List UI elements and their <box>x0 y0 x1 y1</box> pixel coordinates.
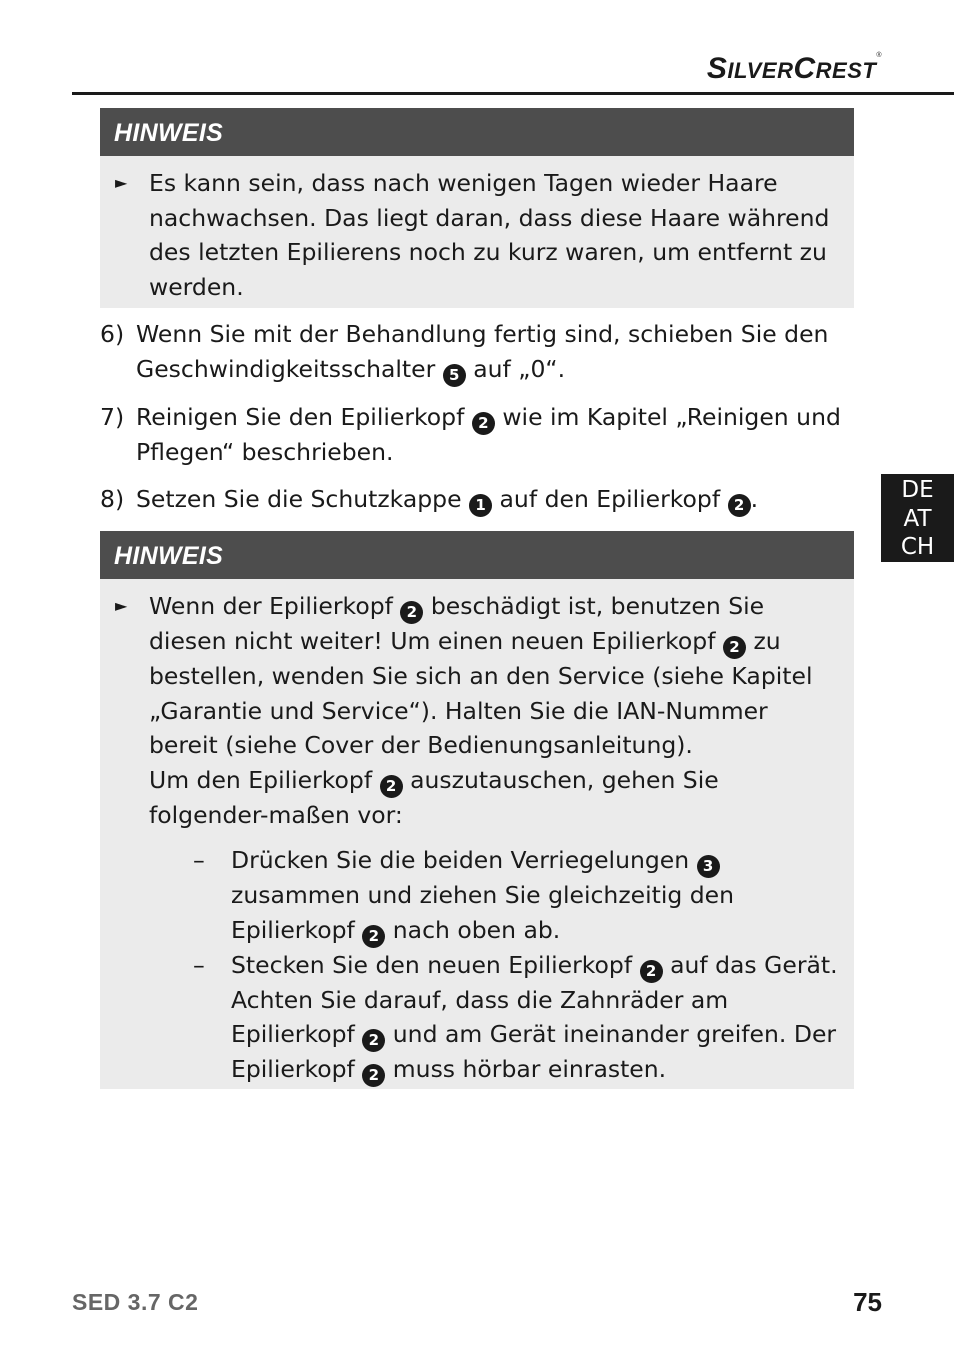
note-text: Um den Epilierkopf <box>149 766 373 795</box>
step-number: 7) <box>100 402 125 431</box>
part-ref-badge: 2 <box>362 1029 385 1052</box>
note-title: HINWEIS <box>100 531 854 579</box>
part-ref-badge: 2 <box>640 960 663 983</box>
part-ref-badge: 2 <box>362 1064 385 1087</box>
note-body <box>100 579 854 1095</box>
lang-de: DE <box>901 477 934 503</box>
step-text: Wenn Sie mit der Behandlung fertig sind, schieben Sie den Geschwindigkeitsschalter <box>136 320 829 383</box>
step-text: wie im Kapitel „Reinigen und Pflegen“ beschrieben. <box>136 402 841 466</box>
step-7 <box>100 400 860 470</box>
step-8 <box>100 482 860 517</box>
note-paragraph <box>149 589 840 763</box>
part-ref-badge: 2 <box>400 601 423 624</box>
note-title: HINWEIS <box>100 108 854 156</box>
note-box-2 <box>100 531 854 1089</box>
page-number: 75 <box>853 1287 882 1317</box>
lang-at: AT <box>903 505 932 532</box>
part-ref-badge: 1 <box>469 494 492 517</box>
header-rule <box>72 92 954 95</box>
step-6 <box>100 317 860 387</box>
note-text: und am Gerät ineinander greifen. Der Epilierkopf <box>231 1020 837 1084</box>
note-text: muss hörbar einrasten. <box>392 1055 667 1084</box>
dash-item-1 <box>193 843 840 948</box>
note-text: beschädigt ist, benutzen Sie diesen nicht weiter! Um einen neuen Epilierkopf <box>149 592 765 655</box>
language-tab <box>881 474 954 562</box>
note-text: Drücken Sie die beiden Verriegelungen <box>231 845 690 874</box>
part-ref-badge: 5 <box>443 364 466 387</box>
note-text: auszutauschen, gehen Sie folgender-maßen vor: <box>149 766 719 830</box>
dash-item-2 <box>193 948 840 1088</box>
note-text: Es kann sein, dass nach wenigen Tagen wieder Haare nachwachsen. Das liegt daran, dass diese Haare während des letzten Epilierens noch zu kurz waren, um entfernt zu werden. <box>149 169 830 302</box>
part-ref-badge: 2 <box>380 775 403 798</box>
step-text: Reinigen Sie den Epilierkopf <box>136 402 465 431</box>
arrow-bullet-icon: ► <box>115 596 128 615</box>
note-text: Wenn der Epilierkopf <box>149 592 393 620</box>
part-ref-badge: 3 <box>697 855 720 878</box>
step-text: auf den Epilierkopf <box>499 485 721 514</box>
brand-logo: SILVERCREST® <box>706 52 882 85</box>
note-text: zu bestellen, wenden Sie sich an den Service (siehe Kapitel „Garantie und Service“). Halten Sie die IAN-Nummer bereit (siehe Cover der Bedienungsanleitung). <box>149 627 813 760</box>
note-body <box>100 156 854 313</box>
dash-bullet: – <box>193 845 205 874</box>
note-box-1 <box>100 108 854 308</box>
part-ref-badge: 2 <box>362 925 385 948</box>
step-text: Setzen Sie die Schutzkappe <box>136 485 462 514</box>
step-list <box>100 317 860 517</box>
note-text: Stecken Sie den neuen Epilierkopf <box>231 950 633 979</box>
dash-bullet: – <box>193 950 205 979</box>
arrow-bullet-icon: ► <box>115 173 128 192</box>
part-ref-badge: 2 <box>723 636 746 659</box>
step-number: 6) <box>100 320 125 348</box>
step-text: . <box>750 485 759 514</box>
part-ref-badge: 2 <box>728 494 751 517</box>
note-text: zusammen und ziehen Sie gleichzeitig den Epilierkopf <box>231 880 735 944</box>
note-text: auf das Gerät. Achten Sie darauf, dass die Zahnräder am Epilierkopf <box>231 950 838 1049</box>
dash-list <box>193 843 840 1087</box>
step-text: auf „0“. <box>473 354 566 383</box>
part-ref-badge: 2 <box>472 412 495 435</box>
note-paragraph <box>149 763 840 833</box>
model-number: SED 3.7 C2 <box>72 1289 199 1315</box>
lang-ch: CH <box>900 534 935 560</box>
step-number: 8) <box>100 485 125 514</box>
note-text: nach oben ab. <box>392 915 561 944</box>
